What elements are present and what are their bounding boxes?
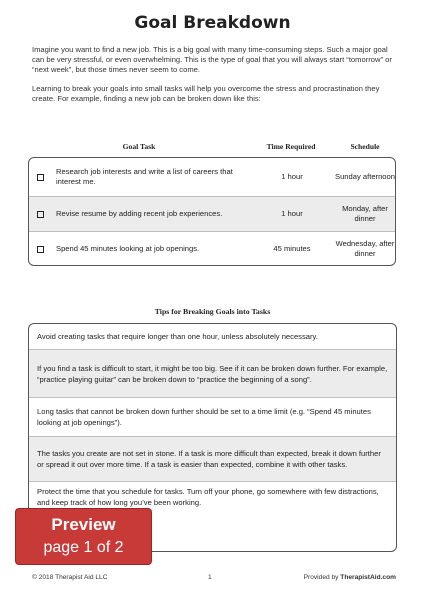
task-time: 1 hour bbox=[281, 172, 303, 181]
table-row bbox=[29, 158, 396, 196]
task-time: 1 hour bbox=[281, 209, 303, 218]
intro-paragraph: Learning to break your goals into small tasks will help you overcome the stress and procrastination they create. For example, finding a new job can be broken down like this: bbox=[32, 84, 380, 103]
task-table-header bbox=[28, 142, 398, 156]
header-schedule: Schedule bbox=[350, 142, 380, 151]
task-description: Revise resume by adding recent job experiences. bbox=[56, 209, 223, 218]
preview-label: Preview bbox=[51, 515, 116, 534]
task-description: Research job interests and write a list of careers that interest me. bbox=[56, 167, 233, 186]
footer-provided-by: Provided by bbox=[303, 574, 339, 581]
tips-title: Tips for Breaking Goals into Tasks bbox=[154, 307, 271, 316]
tip-item bbox=[29, 324, 396, 349]
tip-item bbox=[29, 349, 396, 397]
task-schedule: Wednesday, after dinner bbox=[335, 239, 395, 258]
footer-copyright: © 2018 Therapist Aid LLC bbox=[32, 574, 108, 581]
task-checkbox[interactable] bbox=[37, 211, 44, 218]
footer-brand-link[interactable]: TherapistAid.com bbox=[340, 574, 396, 581]
footer-page-number: 1 bbox=[208, 574, 212, 581]
task-checkbox[interactable] bbox=[37, 174, 44, 181]
preview-page-indicator: page 1 of 2 bbox=[43, 539, 124, 556]
task-description: Spend 45 minutes looking at job openings. bbox=[56, 244, 200, 253]
task-table bbox=[28, 157, 396, 266]
tip-text: Long tasks that cannot be broken down further should be set to a time limit (e.g. “Spend 45 minutes looking at job openings”). bbox=[37, 407, 371, 427]
task-schedule: Sunday afternoon bbox=[335, 172, 395, 181]
table-row bbox=[29, 196, 396, 231]
tip-text: Protect the time that you schedule for tasks. Turn off your phone, go somewhere with few distractions, and keep track of how long you’ve been working. bbox=[37, 487, 379, 507]
tip-item bbox=[29, 397, 396, 436]
intro-paragraph: Imagine you want to find a new job. This is a big goal with many time-consuming steps. Such a major goal can be very stressful, or even overwhelming. This is the type of goal that you will always start “tomorrow” or “next week”, but those times never seem to come. bbox=[32, 45, 392, 74]
tip-text: Avoid creating tasks that require longer than one hour, unless absolutely necessary. bbox=[37, 332, 318, 341]
tip-item bbox=[29, 436, 396, 481]
header-time-required: Time Required bbox=[266, 142, 316, 151]
tip-text: The tasks you create are not set in stone. If a task is more difficult than expected, break it down further or spread it out over more time. If a task is easier than expected, combine it with other tasks. bbox=[37, 449, 381, 469]
preview-badge[interactable] bbox=[15, 508, 152, 565]
page-title: Goal Breakdown bbox=[134, 13, 291, 33]
header-goal-task: Goal Task bbox=[122, 142, 156, 151]
table-row bbox=[29, 231, 396, 266]
footer-provider bbox=[304, 574, 396, 581]
footer bbox=[32, 574, 396, 584]
tip-text: If you find a task is difficult to start, it might be too big. See if it can be broken down further. For example, “practice playing guitar” can be broken down to “practice the beginning of a song”. bbox=[37, 363, 388, 384]
task-checkbox[interactable] bbox=[37, 246, 44, 253]
task-schedule: Monday, after dinner bbox=[342, 204, 388, 223]
task-time: 45 minutes bbox=[273, 244, 311, 253]
